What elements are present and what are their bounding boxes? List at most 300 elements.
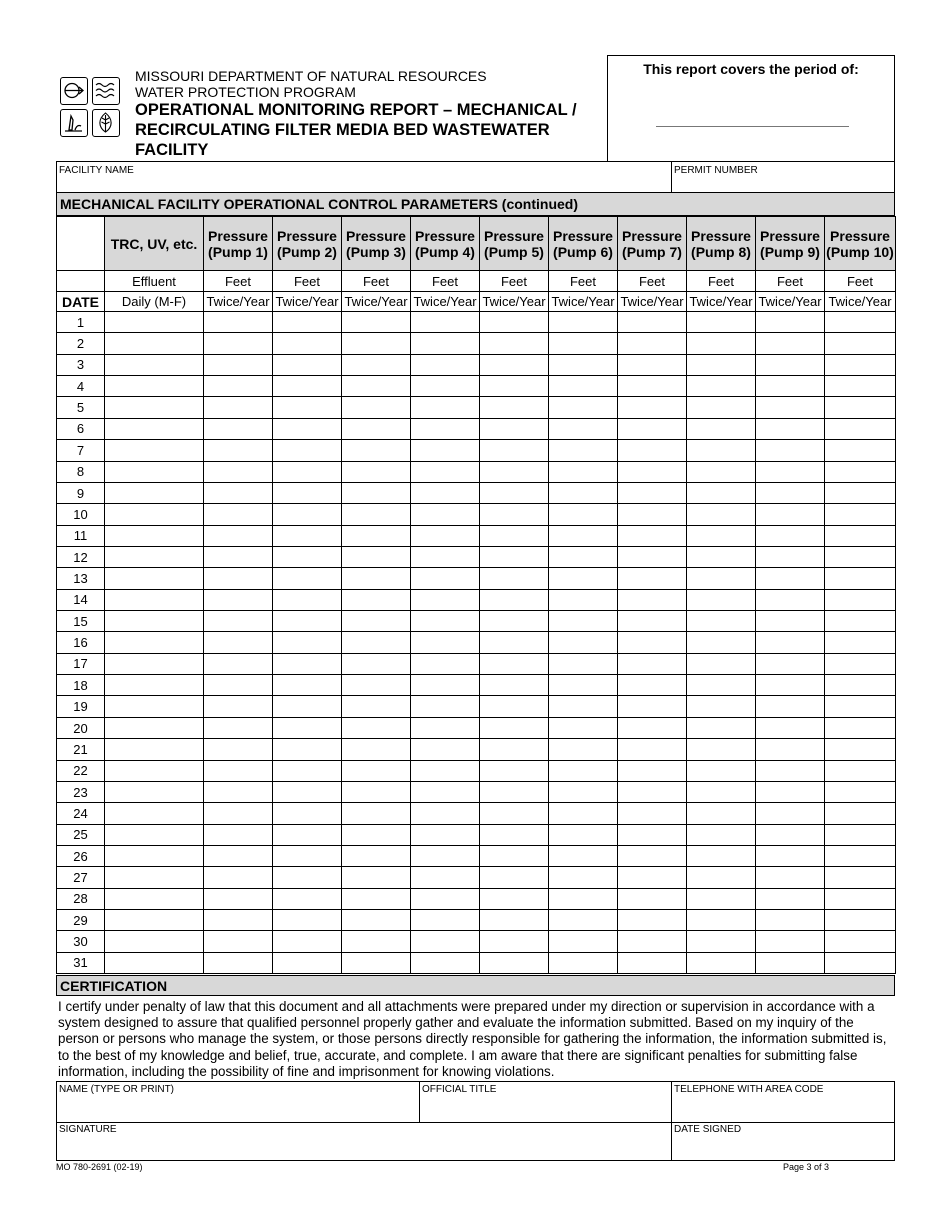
entry-cell[interactable] <box>204 611 273 632</box>
entry-cell[interactable] <box>480 910 549 931</box>
entry-cell[interactable] <box>549 611 618 632</box>
entry-cell[interactable] <box>825 461 896 482</box>
entry-cell[interactable] <box>204 312 273 333</box>
entry-cell[interactable] <box>687 952 756 973</box>
entry-cell[interactable] <box>105 546 204 567</box>
entry-cell[interactable] <box>411 717 480 738</box>
entry-cell[interactable] <box>825 845 896 866</box>
entry-cell[interactable] <box>411 675 480 696</box>
entry-cell[interactable] <box>273 845 342 866</box>
entry-cell[interactable] <box>687 418 756 439</box>
entry-cell[interactable] <box>105 910 204 931</box>
entry-cell[interactable] <box>105 333 204 354</box>
entry-cell[interactable] <box>105 611 204 632</box>
entry-cell[interactable] <box>105 760 204 781</box>
entry-cell[interactable] <box>342 888 411 909</box>
entry-cell[interactable] <box>342 418 411 439</box>
entry-cell[interactable] <box>411 354 480 375</box>
entry-cell[interactable] <box>105 440 204 461</box>
entry-cell[interactable] <box>273 333 342 354</box>
entry-cell[interactable] <box>204 546 273 567</box>
entry-cell[interactable] <box>342 397 411 418</box>
entry-cell[interactable] <box>480 525 549 546</box>
entry-cell[interactable] <box>204 397 273 418</box>
entry-cell[interactable] <box>273 867 342 888</box>
entry-cell[interactable] <box>342 717 411 738</box>
entry-cell[interactable] <box>480 482 549 503</box>
entry-cell[interactable] <box>411 910 480 931</box>
entry-cell[interactable] <box>480 696 549 717</box>
entry-cell[interactable] <box>756 568 825 589</box>
entry-cell[interactable] <box>204 461 273 482</box>
entry-cell[interactable] <box>411 312 480 333</box>
entry-cell[interactable] <box>825 760 896 781</box>
entry-cell[interactable] <box>105 312 204 333</box>
entry-cell[interactable] <box>105 675 204 696</box>
entry-cell[interactable] <box>273 354 342 375</box>
entry-cell[interactable] <box>687 845 756 866</box>
entry-cell[interactable] <box>825 888 896 909</box>
entry-cell[interactable] <box>204 675 273 696</box>
entry-cell[interactable] <box>756 803 825 824</box>
entry-cell[interactable] <box>480 824 549 845</box>
entry-cell[interactable] <box>105 632 204 653</box>
entry-cell[interactable] <box>825 568 896 589</box>
entry-cell[interactable] <box>687 739 756 760</box>
entry-cell[interactable] <box>411 931 480 952</box>
entry-cell[interactable] <box>105 525 204 546</box>
entry-cell[interactable] <box>480 333 549 354</box>
entry-cell[interactable] <box>549 931 618 952</box>
entry-cell[interactable] <box>825 546 896 567</box>
entry-cell[interactable] <box>204 739 273 760</box>
entry-cell[interactable] <box>105 867 204 888</box>
entry-cell[interactable] <box>204 440 273 461</box>
entry-cell[interactable] <box>549 354 618 375</box>
report-period-input[interactable] <box>656 126 849 127</box>
entry-cell[interactable] <box>411 333 480 354</box>
entry-cell[interactable] <box>825 867 896 888</box>
entry-cell[interactable] <box>480 418 549 439</box>
entry-cell[interactable] <box>618 717 687 738</box>
entry-cell[interactable] <box>105 376 204 397</box>
entry-cell[interactable] <box>756 376 825 397</box>
entry-cell[interactable] <box>687 653 756 674</box>
entry-cell[interactable] <box>480 675 549 696</box>
entry-cell[interactable] <box>342 696 411 717</box>
entry-cell[interactable] <box>549 333 618 354</box>
entry-cell[interactable] <box>105 781 204 802</box>
entry-cell[interactable] <box>549 717 618 738</box>
entry-cell[interactable] <box>618 824 687 845</box>
entry-cell[interactable] <box>480 888 549 909</box>
entry-cell[interactable] <box>273 653 342 674</box>
entry-cell[interactable] <box>411 824 480 845</box>
entry-cell[interactable] <box>273 504 342 525</box>
entry-cell[interactable] <box>273 739 342 760</box>
entry-cell[interactable] <box>273 931 342 952</box>
entry-cell[interactable] <box>105 653 204 674</box>
entry-cell[interactable] <box>825 482 896 503</box>
entry-cell[interactable] <box>825 525 896 546</box>
entry-cell[interactable] <box>105 888 204 909</box>
entry-cell[interactable] <box>687 760 756 781</box>
entry-cell[interactable] <box>480 760 549 781</box>
entry-cell[interactable] <box>105 461 204 482</box>
entry-cell[interactable] <box>480 931 549 952</box>
entry-cell[interactable] <box>411 867 480 888</box>
entry-cell[interactable] <box>756 653 825 674</box>
entry-cell[interactable] <box>618 952 687 973</box>
entry-cell[interactable] <box>411 760 480 781</box>
entry-cell[interactable] <box>618 739 687 760</box>
entry-cell[interactable] <box>342 803 411 824</box>
entry-cell[interactable] <box>618 910 687 931</box>
entry-cell[interactable] <box>756 482 825 503</box>
entry-cell[interactable] <box>549 760 618 781</box>
entry-cell[interactable] <box>618 632 687 653</box>
entry-cell[interactable] <box>411 568 480 589</box>
entry-cell[interactable] <box>411 845 480 866</box>
entry-cell[interactable] <box>342 611 411 632</box>
entry-cell[interactable] <box>825 717 896 738</box>
entry-cell[interactable] <box>687 888 756 909</box>
entry-cell[interactable] <box>273 632 342 653</box>
entry-cell[interactable] <box>273 589 342 610</box>
entry-cell[interactable] <box>618 568 687 589</box>
entry-cell[interactable] <box>480 504 549 525</box>
entry-cell[interactable] <box>411 482 480 503</box>
entry-cell[interactable] <box>618 760 687 781</box>
entry-cell[interactable] <box>825 696 896 717</box>
entry-cell[interactable] <box>204 376 273 397</box>
entry-cell[interactable] <box>273 824 342 845</box>
entry-cell[interactable] <box>411 397 480 418</box>
entry-cell[interactable] <box>825 952 896 973</box>
entry-cell[interactable] <box>825 739 896 760</box>
entry-cell[interactable] <box>756 525 825 546</box>
entry-cell[interactable] <box>273 675 342 696</box>
entry-cell[interactable] <box>480 611 549 632</box>
entry-cell[interactable] <box>618 589 687 610</box>
entry-cell[interactable] <box>549 504 618 525</box>
entry-cell[interactable] <box>480 632 549 653</box>
entry-cell[interactable] <box>273 611 342 632</box>
entry-cell[interactable] <box>549 461 618 482</box>
entry-cell[interactable] <box>273 760 342 781</box>
entry-cell[interactable] <box>480 739 549 760</box>
entry-cell[interactable] <box>480 803 549 824</box>
entry-cell[interactable] <box>204 589 273 610</box>
entry-cell[interactable] <box>273 397 342 418</box>
entry-cell[interactable] <box>480 717 549 738</box>
entry-cell[interactable] <box>411 888 480 909</box>
entry-cell[interactable] <box>756 632 825 653</box>
entry-cell[interactable] <box>342 376 411 397</box>
entry-cell[interactable] <box>756 952 825 973</box>
entry-cell[interactable] <box>480 568 549 589</box>
entry-cell[interactable] <box>825 611 896 632</box>
entry-cell[interactable] <box>756 888 825 909</box>
entry-cell[interactable] <box>411 739 480 760</box>
entry-cell[interactable] <box>480 589 549 610</box>
entry-cell[interactable] <box>411 952 480 973</box>
entry-cell[interactable] <box>756 824 825 845</box>
entry-cell[interactable] <box>273 568 342 589</box>
entry-cell[interactable] <box>204 632 273 653</box>
entry-cell[interactable] <box>825 824 896 845</box>
entry-cell[interactable] <box>480 312 549 333</box>
entry-cell[interactable] <box>105 803 204 824</box>
entry-cell[interactable] <box>480 397 549 418</box>
entry-cell[interactable] <box>756 739 825 760</box>
entry-cell[interactable] <box>204 504 273 525</box>
entry-cell[interactable] <box>825 589 896 610</box>
entry-cell[interactable] <box>204 696 273 717</box>
entry-cell[interactable] <box>105 717 204 738</box>
entry-cell[interactable] <box>756 867 825 888</box>
entry-cell[interactable] <box>687 354 756 375</box>
entry-cell[interactable] <box>825 312 896 333</box>
entry-cell[interactable] <box>549 888 618 909</box>
entry-cell[interactable] <box>549 525 618 546</box>
entry-cell[interactable] <box>687 568 756 589</box>
entry-cell[interactable] <box>756 845 825 866</box>
entry-cell[interactable] <box>825 440 896 461</box>
entry-cell[interactable] <box>549 675 618 696</box>
entry-cell[interactable] <box>105 824 204 845</box>
entry-cell[interactable] <box>687 546 756 567</box>
entry-cell[interactable] <box>687 931 756 952</box>
entry-cell[interactable] <box>411 440 480 461</box>
entry-cell[interactable] <box>204 803 273 824</box>
entry-cell[interactable] <box>342 440 411 461</box>
entry-cell[interactable] <box>273 910 342 931</box>
entry-cell[interactable] <box>273 440 342 461</box>
entry-cell[interactable] <box>756 461 825 482</box>
entry-cell[interactable] <box>618 546 687 567</box>
entry-cell[interactable] <box>480 354 549 375</box>
entry-cell[interactable] <box>411 653 480 674</box>
entry-cell[interactable] <box>480 376 549 397</box>
entry-cell[interactable] <box>105 568 204 589</box>
entry-cell[interactable] <box>204 333 273 354</box>
entry-cell[interactable] <box>105 418 204 439</box>
entry-cell[interactable] <box>204 781 273 802</box>
entry-cell[interactable] <box>756 931 825 952</box>
entry-cell[interactable] <box>549 824 618 845</box>
entry-cell[interactable] <box>204 867 273 888</box>
entry-cell[interactable] <box>687 376 756 397</box>
entry-cell[interactable] <box>273 696 342 717</box>
entry-cell[interactable] <box>825 418 896 439</box>
entry-cell[interactable] <box>411 781 480 802</box>
entry-cell[interactable] <box>342 482 411 503</box>
entry-cell[interactable] <box>549 632 618 653</box>
entry-cell[interactable] <box>825 397 896 418</box>
entry-cell[interactable] <box>105 482 204 503</box>
entry-cell[interactable] <box>687 312 756 333</box>
entry-cell[interactable] <box>618 440 687 461</box>
entry-cell[interactable] <box>273 952 342 973</box>
entry-cell[interactable] <box>273 312 342 333</box>
entry-cell[interactable] <box>618 611 687 632</box>
entry-cell[interactable] <box>105 354 204 375</box>
entry-cell[interactable] <box>549 653 618 674</box>
entry-cell[interactable] <box>480 845 549 866</box>
entry-cell[interactable] <box>105 952 204 973</box>
entry-cell[interactable] <box>825 781 896 802</box>
entry-cell[interactable] <box>687 504 756 525</box>
entry-cell[interactable] <box>342 824 411 845</box>
entry-cell[interactable] <box>825 931 896 952</box>
entry-cell[interactable] <box>618 675 687 696</box>
entry-cell[interactable] <box>411 546 480 567</box>
entry-cell[interactable] <box>480 440 549 461</box>
entry-cell[interactable] <box>273 525 342 546</box>
entry-cell[interactable] <box>687 333 756 354</box>
entry-cell[interactable] <box>342 354 411 375</box>
entry-cell[interactable] <box>825 333 896 354</box>
entry-cell[interactable] <box>204 931 273 952</box>
entry-cell[interactable] <box>618 461 687 482</box>
entry-cell[interactable] <box>342 504 411 525</box>
entry-cell[interactable] <box>687 461 756 482</box>
entry-cell[interactable] <box>549 952 618 973</box>
entry-cell[interactable] <box>411 803 480 824</box>
entry-cell[interactable] <box>618 696 687 717</box>
entry-cell[interactable] <box>618 397 687 418</box>
entry-cell[interactable] <box>687 867 756 888</box>
entry-cell[interactable] <box>549 397 618 418</box>
entry-cell[interactable] <box>549 739 618 760</box>
entry-cell[interactable] <box>618 376 687 397</box>
entry-cell[interactable] <box>756 589 825 610</box>
entry-cell[interactable] <box>756 397 825 418</box>
entry-cell[interactable] <box>204 824 273 845</box>
entry-cell[interactable] <box>756 675 825 696</box>
entry-cell[interactable] <box>549 867 618 888</box>
entry-cell[interactable] <box>342 867 411 888</box>
entry-cell[interactable] <box>342 461 411 482</box>
entry-cell[interactable] <box>342 760 411 781</box>
entry-cell[interactable] <box>618 333 687 354</box>
entry-cell[interactable] <box>342 312 411 333</box>
entry-cell[interactable] <box>342 333 411 354</box>
entry-cell[interactable] <box>273 461 342 482</box>
entry-cell[interactable] <box>204 888 273 909</box>
entry-cell[interactable] <box>549 910 618 931</box>
entry-cell[interactable] <box>342 931 411 952</box>
entry-cell[interactable] <box>204 910 273 931</box>
entry-cell[interactable] <box>687 482 756 503</box>
entry-cell[interactable] <box>204 717 273 738</box>
entry-cell[interactable] <box>342 546 411 567</box>
entry-cell[interactable] <box>411 525 480 546</box>
entry-cell[interactable] <box>342 845 411 866</box>
entry-cell[interactable] <box>618 418 687 439</box>
entry-cell[interactable] <box>549 845 618 866</box>
entry-cell[interactable] <box>480 952 549 973</box>
entry-cell[interactable] <box>549 546 618 567</box>
entry-cell[interactable] <box>687 781 756 802</box>
entry-cell[interactable] <box>105 397 204 418</box>
entry-cell[interactable] <box>618 931 687 952</box>
entry-cell[interactable] <box>273 482 342 503</box>
entry-cell[interactable] <box>756 781 825 802</box>
entry-cell[interactable] <box>687 675 756 696</box>
entry-cell[interactable] <box>204 525 273 546</box>
entry-cell[interactable] <box>204 354 273 375</box>
entry-cell[interactable] <box>687 696 756 717</box>
entry-cell[interactable] <box>549 482 618 503</box>
entry-cell[interactable] <box>105 739 204 760</box>
entry-cell[interactable] <box>756 760 825 781</box>
entry-cell[interactable] <box>825 910 896 931</box>
entry-cell[interactable] <box>105 931 204 952</box>
entry-cell[interactable] <box>687 589 756 610</box>
entry-cell[interactable] <box>687 824 756 845</box>
entry-cell[interactable] <box>687 803 756 824</box>
entry-cell[interactable] <box>549 589 618 610</box>
entry-cell[interactable] <box>549 803 618 824</box>
entry-cell[interactable] <box>825 376 896 397</box>
entry-cell[interactable] <box>618 482 687 503</box>
entry-cell[interactable] <box>618 867 687 888</box>
entry-cell[interactable] <box>105 589 204 610</box>
entry-cell[interactable] <box>411 504 480 525</box>
entry-cell[interactable] <box>618 781 687 802</box>
entry-cell[interactable] <box>411 418 480 439</box>
entry-cell[interactable] <box>480 653 549 674</box>
entry-cell[interactable] <box>825 632 896 653</box>
entry-cell[interactable] <box>480 867 549 888</box>
entry-cell[interactable] <box>342 675 411 696</box>
entry-cell[interactable] <box>342 952 411 973</box>
entry-cell[interactable] <box>549 781 618 802</box>
entry-cell[interactable] <box>204 418 273 439</box>
entry-cell[interactable] <box>342 739 411 760</box>
entry-cell[interactable] <box>273 376 342 397</box>
entry-cell[interactable] <box>105 845 204 866</box>
entry-cell[interactable] <box>687 440 756 461</box>
entry-cell[interactable] <box>618 653 687 674</box>
entry-cell[interactable] <box>687 910 756 931</box>
entry-cell[interactable] <box>480 781 549 802</box>
entry-cell[interactable] <box>549 418 618 439</box>
entry-cell[interactable] <box>342 589 411 610</box>
entry-cell[interactable] <box>687 611 756 632</box>
entry-cell[interactable] <box>204 952 273 973</box>
entry-cell[interactable] <box>618 504 687 525</box>
entry-cell[interactable] <box>549 696 618 717</box>
entry-cell[interactable] <box>549 568 618 589</box>
entry-cell[interactable] <box>204 760 273 781</box>
entry-cell[interactable] <box>273 803 342 824</box>
entry-cell[interactable] <box>687 397 756 418</box>
entry-cell[interactable] <box>756 611 825 632</box>
entry-cell[interactable] <box>618 888 687 909</box>
entry-cell[interactable] <box>273 546 342 567</box>
entry-cell[interactable] <box>204 653 273 674</box>
entry-cell[interactable] <box>756 717 825 738</box>
entry-cell[interactable] <box>618 354 687 375</box>
entry-cell[interactable] <box>342 632 411 653</box>
entry-cell[interactable] <box>342 910 411 931</box>
entry-cell[interactable] <box>411 589 480 610</box>
entry-cell[interactable] <box>411 376 480 397</box>
entry-cell[interactable] <box>687 632 756 653</box>
